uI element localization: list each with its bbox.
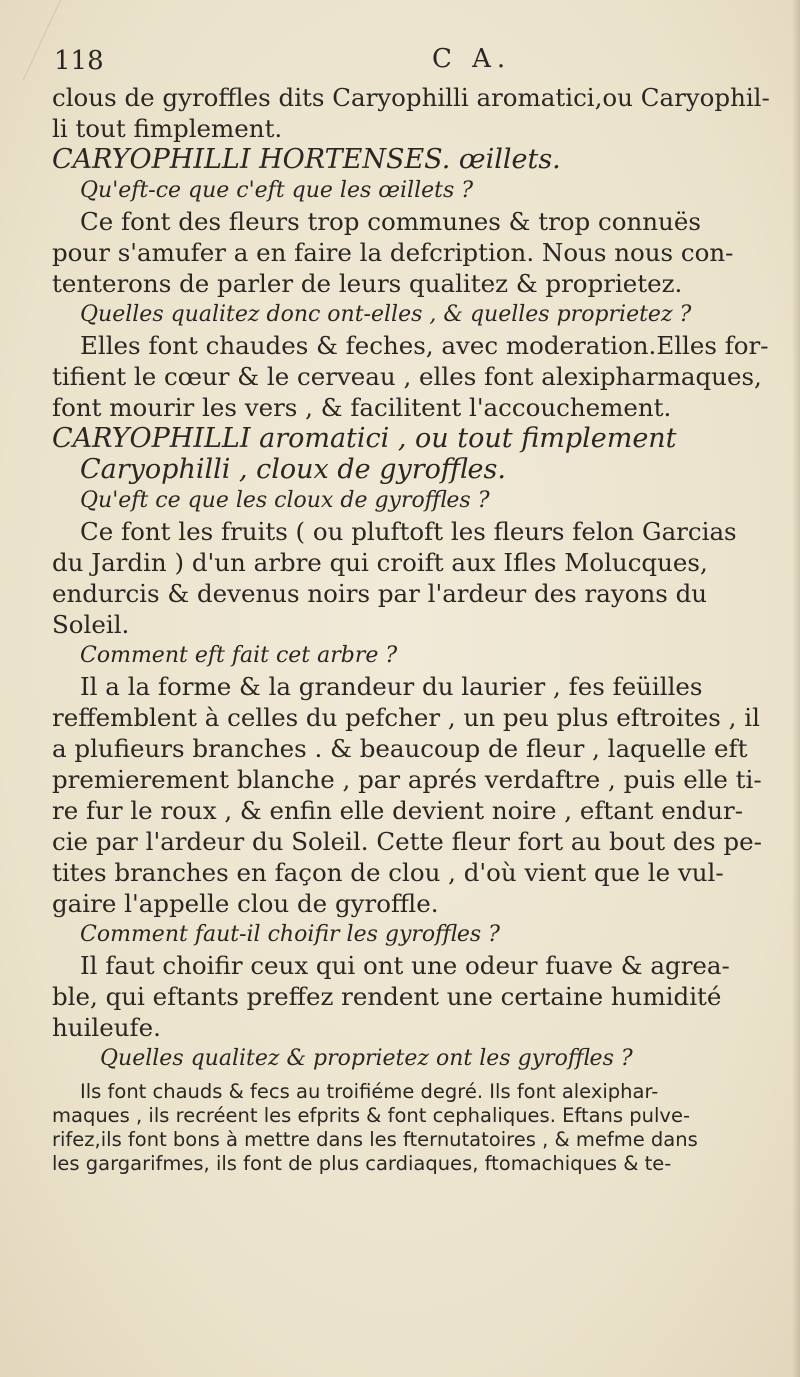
text-line: Elles font chaudes & feches, avec moderation.Elles for- — [80, 331, 769, 360]
text-line: Ce font les fruits ( ou pluftoft les fleurs felon Garcias — [80, 517, 737, 546]
text-line: cie par l'ardeur du Soleil. Cette fleur fort au bout des pe- — [52, 827, 762, 856]
text-line: maques , ils recréent les efprits & font cephaliques. Eftans pulve- — [52, 1104, 690, 1127]
page-edge-shadow — [792, 0, 800, 1377]
text-line: les gargarifmes, ils font de plus cardiaques, ftomachiques & te- — [52, 1152, 672, 1175]
text-line: li tout fimplement. — [52, 114, 283, 143]
text-line: tenterons de parler de leurs qualitez & proprietez. — [52, 269, 683, 298]
text-line: Soleil. — [52, 610, 130, 639]
text-line: Quelles qualitez & proprietez ont les gyroffles ? — [100, 1046, 633, 1071]
text-line: Ils font chauds & fecs au troifiéme degré. Ils font alexiphar- — [80, 1080, 659, 1103]
text-line: premierement blanche , par aprés verdaftre , puis elle ti- — [52, 765, 762, 794]
text-line: a plufieurs branches . & beaucoup de fleur , laquelle eft — [52, 734, 748, 763]
text-line: du Jardin ) d'un arbre qui croift aux Ifles Molucques, — [52, 548, 708, 577]
body-text — [52, 82, 772, 1176]
text-line: gaire l'appelle clou de gyroffle. — [52, 889, 439, 918]
text-line: CARYOPHILLI aromatici , ou tout fimplement — [52, 423, 677, 454]
text-line: clous de gyroffles dits Caryophilli aromatici,ou Caryophil- — [52, 83, 770, 112]
text-line: Caryophilli , cloux de gyroffles. — [80, 454, 506, 485]
text-line: pour s'amufer a en faire la defcription. Nous nous con- — [52, 238, 734, 267]
text-line: Il faut choifir ceux qui ont une odeur fuave & agrea- — [80, 951, 730, 980]
text-line: Comment eft fait cet arbre ? — [80, 643, 398, 668]
text-line: tifient le cœur & le cerveau , elles font alexipharmaques, — [52, 362, 762, 391]
running-header — [48, 44, 768, 84]
text-line: huileufe. — [52, 1013, 161, 1042]
text-line: re fur le roux , & enfin elle devient noire , eftant endur- — [52, 796, 744, 825]
text-line: font mourir les vers , & facilitent l'accouchement. — [52, 393, 672, 422]
page-number: 118 — [54, 46, 104, 76]
text-line: endurcis & devenus noirs par l'ardeur des rayons du — [52, 579, 708, 608]
text-line: Comment faut-il choifir les gyroffles ? — [80, 922, 500, 947]
text-line: rifez,ils font bons à mettre dans les fternutatoires , & mefme dans — [52, 1128, 698, 1151]
running-head: C A. — [432, 44, 512, 74]
text-line: tites branches en façon de clou , d'où vient que le vul- — [52, 858, 724, 887]
text-line: reffemblent à celles du pefcher , un peu plus eftroites , il — [52, 703, 760, 732]
text-line: Qu'eft ce que les cloux de gyroffles ? — [80, 488, 490, 513]
text-line: ble, qui eftants preffez rendent une certaine humidité — [52, 982, 722, 1011]
text-line: Ce font des fleurs trop communes & trop connuës — [80, 207, 701, 236]
text-line: Il a la forme & la grandeur du laurier , fes feüilles — [80, 672, 703, 701]
text-line: Qu'eft-ce que c'eft que les œillets ? — [80, 178, 474, 203]
text-line: Quelles qualitez donc ont-elles , & quelles proprietez ? — [80, 302, 692, 327]
text-line: CARYOPHILLI HORTENSES. œillets. — [52, 144, 561, 175]
